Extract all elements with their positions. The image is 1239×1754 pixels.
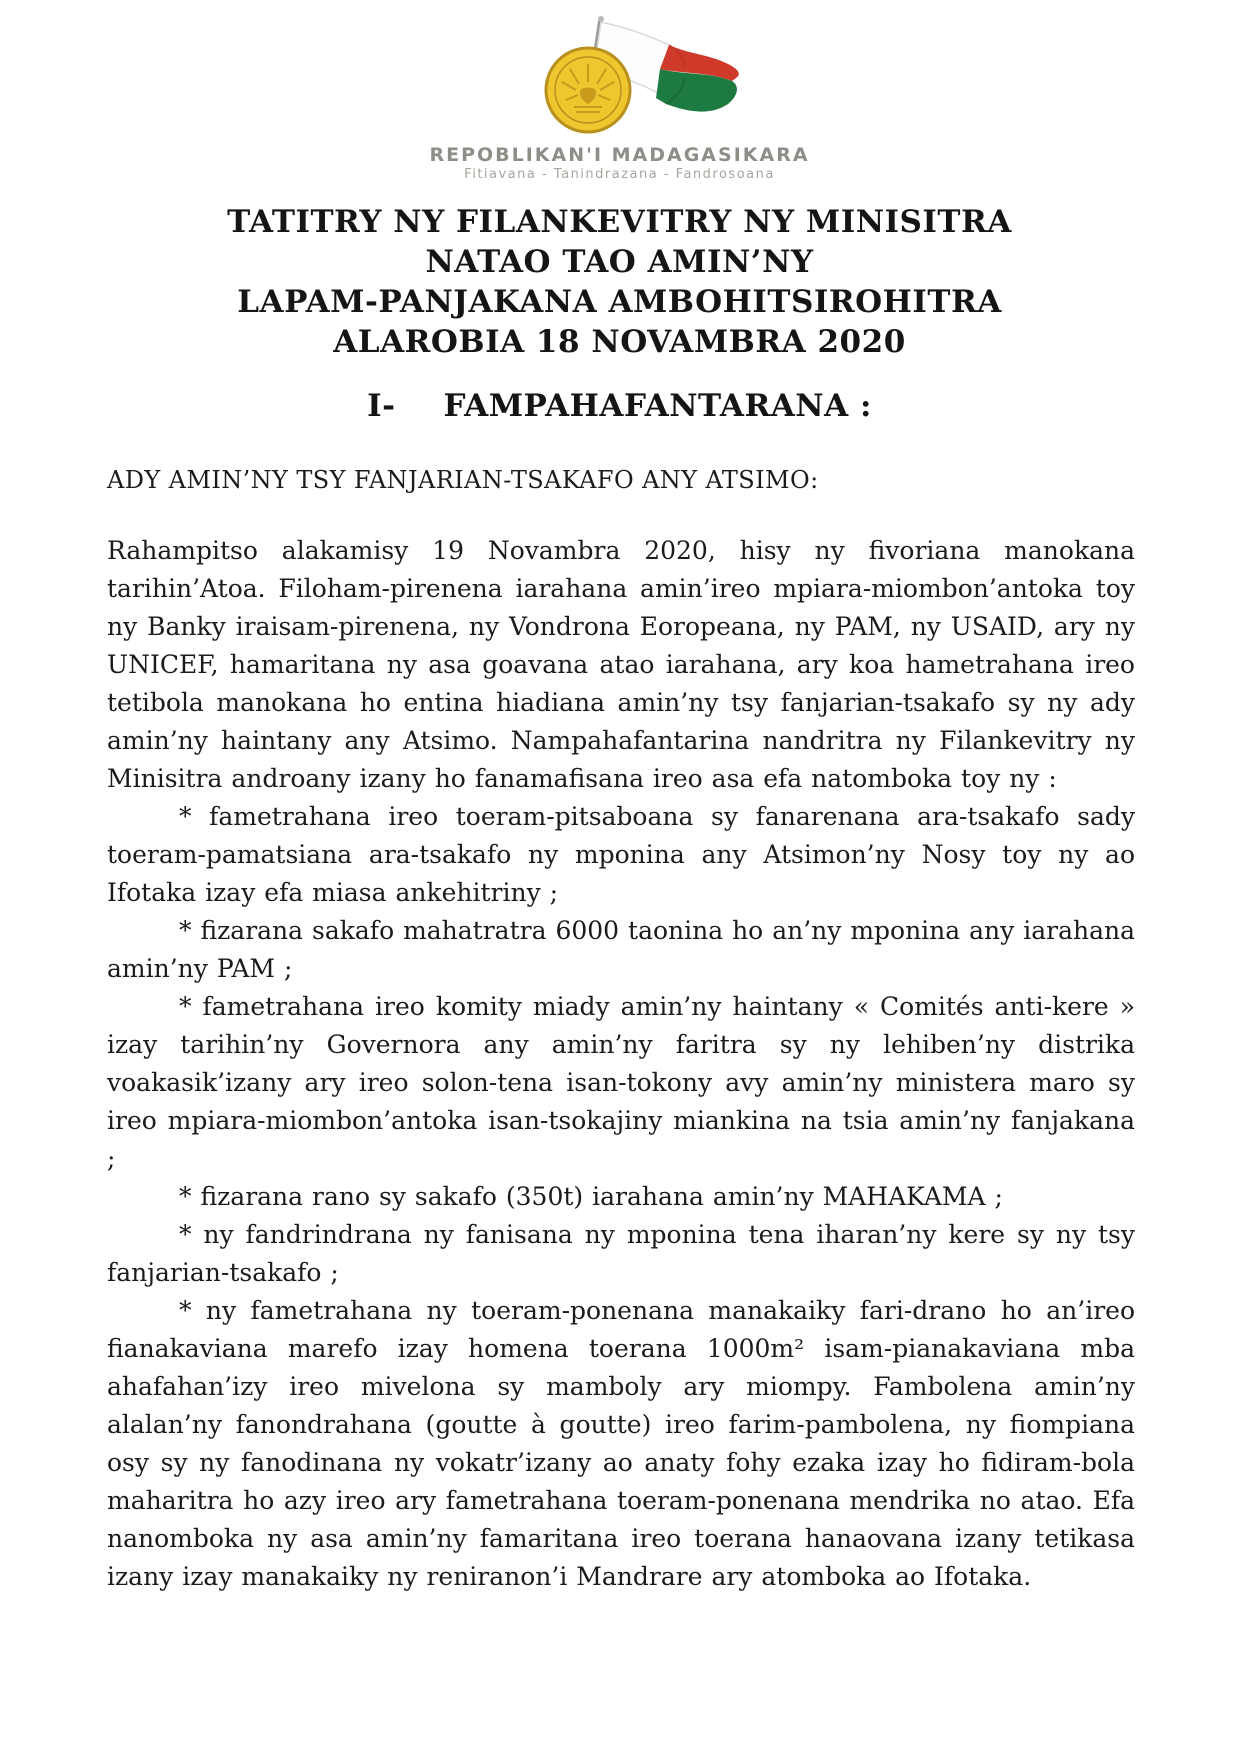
document-content [107,466,1135,1596]
republic-name: REPOBLIKAN'I MADAGASIKARA [429,144,810,166]
madagascar-emblem-icon [470,12,770,140]
body-paragraph: * fizarana rano sy sakafo (350t) iarahana amin’ny MAHAKAMA ; [179,1182,1003,1211]
section-numeral: I- [367,388,396,424]
flag-seal-icon [470,12,770,140]
body-paragraph: Rahampitso alakamisy 19 Novambra 2020, hisy ny fivoriana manokana tarihin’Atoa. Filoham-pirenena iarahana amin’ireo mpiara-miombon’antoka toy ny Banky iraisam-pirenena, ny Vondrona Eoropeana, ny PAM, ny USAID, ary ny UNICEF, hamaritana ny asa goavana atao iarahana, ary koa hametrahana ireo tetibola manokana ho entina hiadiana amin’ny tsy fanjarian-tsakafo sy ny ady amin’ny haintany any Atsimo. Nampahafantarina nandritra ny Filankevitry ny Minisitra androany izany ho fanamafisana ireo asa efa natomboka toy ny : [107,536,1135,793]
document-title [0,202,1239,362]
subheading: ADY AMIN’NY TSY FANJARIAN-TSAKAFO ANY ATSIMO: [107,466,819,494]
title-line: LAPAM-PANJAKANA AMBOHITSIROHITRA [237,284,1002,320]
section-label: FAMPAHAFANTARANA : [443,388,872,424]
national-motto: Fitiavana - Tanindrazana - Fandrosoana [464,167,775,182]
body-paragraph: * fametrahana ireo toeram-pitsaboana sy fanarenana ara-tsakafo sady toeram-pamatsiana ara-tsakafo ny mponina any Atsimon’ny Nosy toy ny ao Ifotaka izay efa miasa ankehitriny ; [107,802,1135,907]
body-paragraph: * ny fametrahana ny toeram-ponenana manakaiky fari-drano ho an’ireo fianakaviana marefo izay homena toerana 1000m² isam-pianakaviana mba ahafahan’izy ireo mivelona sy mamboly ary miompy. Fambolena amin’ny alalan’ny fanondrahana (goutte à goutte) ireo farim-pambolena, ny fiompiana osy sy ny fanodinana ny vokatr’izany ao anaty fohy ezaka izay ho fidiram-bola maharitra ho azy ireo ary fametrahana toeram-ponenana mendrika no atao. Efa nanomboka ny asa amin’ny famaritana ireo toerana hanaovana izany tetikasa izany izay manakaiky ny reniranon’i Mandrare ary atomboka ao Ifotaka. [107,1296,1135,1591]
body-paragraph: * ny fandrindrana ny fanisana ny mponina tena iharan’ny kere sy ny tsy fanjarian-tsakafo ; [107,1220,1135,1287]
body-paragraphs [107,532,1135,1596]
title-line: TATITRY NY FILANKEVITRY NY MINISITRA [227,204,1012,240]
gold-seal-icon [546,48,630,132]
body-paragraph: * fametrahana ireo komity miady amin’ny haintany « Comités anti-kere » izay tarihin’ny Governora any amin’ny faritra sy ny lehiben’ny distrika voakasik’izany ary ireo solon-tena isan-tokony avy amin’ny ministera maro sy ireo mpiara-miombon’antoka isan-tsokajiny miankina na tsia amin’ny fanjakana ; [107,992,1135,1173]
body-paragraph: * fizarana sakafo mahatratra 6000 taonina ho an’ny mponina any iarahana amin’ny PAM ; [107,916,1135,983]
title-line: ALAROBIA 18 NOVAMBRA 2020 [333,324,906,360]
section-heading [0,388,1239,424]
document-header [0,0,1239,182]
title-line: NATAO TAO AMIN’NY [425,244,814,280]
